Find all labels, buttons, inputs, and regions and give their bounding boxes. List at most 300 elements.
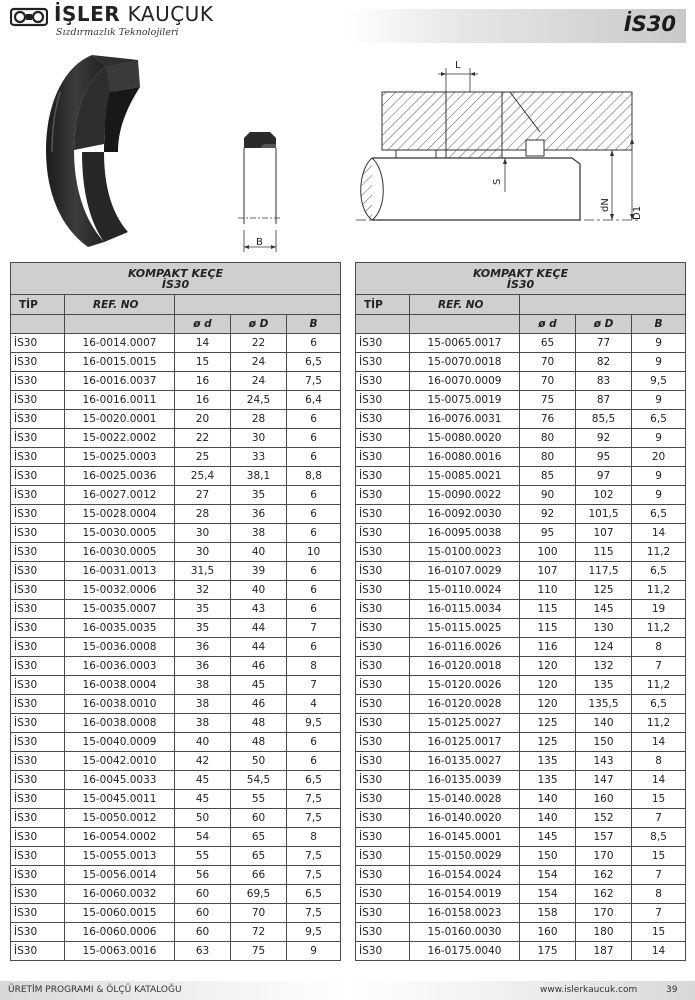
cell-D: 46 bbox=[231, 657, 287, 676]
cell-tip: İS30 bbox=[356, 809, 410, 828]
cell-tip: İS30 bbox=[11, 353, 65, 372]
cell-d: 175 bbox=[520, 942, 576, 961]
subheader-blank bbox=[11, 315, 65, 334]
cell-d: 120 bbox=[520, 676, 576, 695]
cell-tip: İS30 bbox=[11, 752, 65, 771]
cell-d: 145 bbox=[520, 828, 576, 847]
cell-d: 70 bbox=[520, 353, 576, 372]
table-row bbox=[11, 923, 341, 942]
cell-tip: İS30 bbox=[356, 524, 410, 543]
page-code: İS30 bbox=[623, 12, 676, 36]
cell-ref: 16-0095.0038 bbox=[410, 524, 520, 543]
cell-ref: 15-0055.0013 bbox=[65, 847, 175, 866]
drawings-svg bbox=[0, 52, 695, 257]
table-row bbox=[356, 372, 686, 391]
cell-tip: İS30 bbox=[356, 676, 410, 695]
cell-ref: 16-0016.0011 bbox=[65, 391, 175, 410]
dimension-table-left bbox=[10, 262, 341, 961]
cell-d: 22 bbox=[175, 429, 231, 448]
cell-d: 140 bbox=[520, 809, 576, 828]
table-row bbox=[356, 353, 686, 372]
cell-tip: İS30 bbox=[356, 448, 410, 467]
table-row bbox=[356, 334, 686, 353]
cell-tip: İS30 bbox=[356, 334, 410, 353]
table-row bbox=[11, 638, 341, 657]
cell-B: 11,2 bbox=[632, 581, 686, 600]
table-row bbox=[356, 391, 686, 410]
cell-ref: 15-0028.0004 bbox=[65, 505, 175, 524]
cell-d: 60 bbox=[175, 904, 231, 923]
cell-tip: İS30 bbox=[11, 391, 65, 410]
cell-tip: İS30 bbox=[356, 619, 410, 638]
cell-D: 70 bbox=[231, 904, 287, 923]
table-caption bbox=[356, 263, 686, 295]
table-subheader-row bbox=[356, 315, 686, 334]
column-header-ref: REF. NO bbox=[410, 295, 520, 315]
cell-ref: 16-0060.0032 bbox=[65, 885, 175, 904]
cell-ref: 15-0075.0019 bbox=[410, 391, 520, 410]
cell-D: 152 bbox=[576, 809, 632, 828]
table-row bbox=[11, 619, 341, 638]
cell-B: 7 bbox=[632, 657, 686, 676]
table-row bbox=[11, 657, 341, 676]
cell-ref: 15-0140.0028 bbox=[410, 790, 520, 809]
cell-ref: 16-0016.0037 bbox=[65, 372, 175, 391]
table-row bbox=[11, 543, 341, 562]
cell-tip: İS30 bbox=[11, 505, 65, 524]
cell-B: 9 bbox=[632, 391, 686, 410]
cell-B: 9 bbox=[632, 334, 686, 353]
cell-ref: 16-0038.0010 bbox=[65, 695, 175, 714]
cell-d: 115 bbox=[520, 619, 576, 638]
table-row bbox=[356, 847, 686, 866]
cell-B: 6 bbox=[287, 733, 341, 752]
cell-d: 90 bbox=[520, 486, 576, 505]
cell-ref: 15-0070.0018 bbox=[410, 353, 520, 372]
table-header-row bbox=[11, 295, 341, 315]
cell-D: 143 bbox=[576, 752, 632, 771]
cell-tip: İS30 bbox=[11, 619, 65, 638]
table-row bbox=[356, 429, 686, 448]
cell-D: 60 bbox=[231, 809, 287, 828]
table-row bbox=[356, 657, 686, 676]
cell-tip: İS30 bbox=[11, 486, 65, 505]
table-row bbox=[356, 828, 686, 847]
cell-tip: İS30 bbox=[11, 410, 65, 429]
cell-ref: 16-0080.0016 bbox=[410, 448, 520, 467]
cell-d: 15 bbox=[175, 353, 231, 372]
cell-B: 6 bbox=[287, 334, 341, 353]
cell-tip: İS30 bbox=[356, 828, 410, 847]
cell-ref: 15-0150.0029 bbox=[410, 847, 520, 866]
cell-B: 8,8 bbox=[287, 467, 341, 486]
cell-tip: İS30 bbox=[11, 809, 65, 828]
cell-tip: İS30 bbox=[11, 771, 65, 790]
cell-D: 40 bbox=[231, 581, 287, 600]
cell-tip: İS30 bbox=[11, 866, 65, 885]
cell-D: 125 bbox=[576, 581, 632, 600]
cell-d: 16 bbox=[175, 391, 231, 410]
cell-d: 76 bbox=[520, 410, 576, 429]
table-row bbox=[356, 695, 686, 714]
cell-D: 75 bbox=[231, 942, 287, 961]
table-caption-line2: İS30 bbox=[506, 277, 535, 291]
cell-ref: 16-0120.0018 bbox=[410, 657, 520, 676]
cell-ref: 16-0175.0040 bbox=[410, 942, 520, 961]
cell-d: 38 bbox=[175, 714, 231, 733]
cell-B: 9,5 bbox=[287, 923, 341, 942]
cell-D: 95 bbox=[576, 448, 632, 467]
cell-d: 110 bbox=[520, 581, 576, 600]
cell-B: 6,5 bbox=[632, 562, 686, 581]
cell-D: 44 bbox=[231, 619, 287, 638]
cell-D: 48 bbox=[231, 733, 287, 752]
cell-d: 36 bbox=[175, 657, 231, 676]
cell-ref: 16-0038.0008 bbox=[65, 714, 175, 733]
cell-d: 95 bbox=[520, 524, 576, 543]
cell-ref: 15-0022.0002 bbox=[65, 429, 175, 448]
cell-D: 43 bbox=[231, 600, 287, 619]
table-row bbox=[356, 467, 686, 486]
cell-B: 6,4 bbox=[287, 391, 341, 410]
cell-B: 11,2 bbox=[632, 619, 686, 638]
cell-ref: 15-0035.0007 bbox=[65, 600, 175, 619]
table-row bbox=[356, 600, 686, 619]
table-row bbox=[356, 790, 686, 809]
cell-B: 11,2 bbox=[632, 676, 686, 695]
table-row bbox=[356, 809, 686, 828]
cell-tip: İS30 bbox=[11, 828, 65, 847]
cell-B: 6,5 bbox=[287, 771, 341, 790]
cell-D: 101,5 bbox=[576, 505, 632, 524]
cell-B: 6 bbox=[287, 638, 341, 657]
cell-d: 107 bbox=[520, 562, 576, 581]
brand-tagline: Sızdırmazlık Teknolojileri bbox=[56, 27, 179, 38]
column-header-D: ø D bbox=[231, 315, 287, 334]
cell-tip: İS30 bbox=[11, 676, 65, 695]
label-dn: dN bbox=[600, 198, 611, 212]
cell-tip: İS30 bbox=[356, 505, 410, 524]
table-row bbox=[11, 733, 341, 752]
column-header-blank bbox=[520, 295, 686, 315]
cell-D: 77 bbox=[576, 334, 632, 353]
cell-d: 42 bbox=[175, 752, 231, 771]
column-header-B: B bbox=[632, 315, 686, 334]
page-number: 39 bbox=[666, 985, 678, 995]
cell-tip: İS30 bbox=[356, 657, 410, 676]
cell-d: 45 bbox=[175, 790, 231, 809]
cell-B: 15 bbox=[632, 790, 686, 809]
cell-ref: 15-0065.0017 bbox=[410, 334, 520, 353]
cell-ref: 15-0040.0009 bbox=[65, 733, 175, 752]
column-header-tip: TİP bbox=[356, 295, 410, 315]
label-b: B bbox=[256, 237, 263, 248]
table-row bbox=[11, 372, 341, 391]
table-row bbox=[356, 524, 686, 543]
cell-D: 54,5 bbox=[231, 771, 287, 790]
table-row bbox=[356, 638, 686, 657]
table-caption-line1: KOMPAKT KEÇE bbox=[472, 266, 569, 280]
cell-D: 150 bbox=[576, 733, 632, 752]
footer-catalog-title: ÜRETİM PROGRAMI & ÖLÇÜ KATALOĞU bbox=[8, 985, 182, 995]
cell-B: 7 bbox=[632, 809, 686, 828]
cell-D: 170 bbox=[576, 904, 632, 923]
page-footer bbox=[0, 981, 695, 1000]
cell-d: 120 bbox=[520, 657, 576, 676]
cell-B: 6 bbox=[287, 752, 341, 771]
cell-B: 11,2 bbox=[632, 714, 686, 733]
table-row bbox=[11, 885, 341, 904]
cell-d: 25,4 bbox=[175, 467, 231, 486]
cell-d: 150 bbox=[520, 847, 576, 866]
cell-d: 154 bbox=[520, 885, 576, 904]
table-row bbox=[356, 752, 686, 771]
cell-B: 4 bbox=[287, 695, 341, 714]
cell-B: 9 bbox=[632, 429, 686, 448]
cell-d: 125 bbox=[520, 714, 576, 733]
cell-D: 50 bbox=[231, 752, 287, 771]
cell-d: 14 bbox=[175, 334, 231, 353]
table-row bbox=[11, 676, 341, 695]
cell-d: 55 bbox=[175, 847, 231, 866]
company-logo-icon bbox=[10, 6, 48, 28]
cell-d: 115 bbox=[520, 600, 576, 619]
table-row bbox=[11, 448, 341, 467]
table-row bbox=[356, 714, 686, 733]
cell-D: 157 bbox=[576, 828, 632, 847]
cell-tip: İS30 bbox=[356, 467, 410, 486]
table-caption bbox=[11, 263, 341, 295]
cell-d: 116 bbox=[520, 638, 576, 657]
table-row bbox=[11, 505, 341, 524]
table-row bbox=[356, 486, 686, 505]
cell-d: 38 bbox=[175, 676, 231, 695]
table-row bbox=[356, 505, 686, 524]
cell-B: 8 bbox=[287, 657, 341, 676]
cell-D: 30 bbox=[231, 429, 287, 448]
table-caption-row bbox=[356, 263, 686, 295]
cell-D: 135,5 bbox=[576, 695, 632, 714]
cell-tip: İS30 bbox=[11, 429, 65, 448]
cell-ref: 16-0120.0028 bbox=[410, 695, 520, 714]
cell-d: 140 bbox=[520, 790, 576, 809]
cell-tip: İS30 bbox=[11, 581, 65, 600]
cell-B: 9 bbox=[287, 942, 341, 961]
cell-d: 36 bbox=[175, 638, 231, 657]
cell-tip: İS30 bbox=[11, 904, 65, 923]
cell-D: 22 bbox=[231, 334, 287, 353]
dimension-table-right bbox=[355, 262, 686, 961]
cell-B: 10 bbox=[287, 543, 341, 562]
cell-tip: İS30 bbox=[356, 923, 410, 942]
cell-d: 30 bbox=[175, 543, 231, 562]
cell-B: 6,5 bbox=[632, 695, 686, 714]
cell-d: 80 bbox=[520, 448, 576, 467]
cell-ref: 16-0154.0019 bbox=[410, 885, 520, 904]
cell-D: 66 bbox=[231, 866, 287, 885]
cell-ref: 16-0158.0023 bbox=[410, 904, 520, 923]
cell-ref: 15-0060.0015 bbox=[65, 904, 175, 923]
cell-B: 7,5 bbox=[287, 790, 341, 809]
cell-D: 24 bbox=[231, 372, 287, 391]
footer-website-link[interactable]: www.islerkaucuk.com bbox=[540, 985, 638, 995]
cell-d: 154 bbox=[520, 866, 576, 885]
cell-ref: 16-0030.0005 bbox=[65, 543, 175, 562]
cell-d: 50 bbox=[175, 809, 231, 828]
cell-tip: İS30 bbox=[356, 372, 410, 391]
cell-tip: İS30 bbox=[11, 543, 65, 562]
cell-d: 85 bbox=[520, 467, 576, 486]
cell-D: 45 bbox=[231, 676, 287, 695]
cell-ref: 16-0076.0031 bbox=[410, 410, 520, 429]
table-row bbox=[356, 942, 686, 961]
cell-tip: İS30 bbox=[356, 885, 410, 904]
cell-D: 65 bbox=[231, 828, 287, 847]
cell-d: 75 bbox=[520, 391, 576, 410]
cell-ref: 16-0070.0009 bbox=[410, 372, 520, 391]
table-row bbox=[11, 391, 341, 410]
cell-ref: 15-0125.0027 bbox=[410, 714, 520, 733]
technical-drawings bbox=[0, 52, 695, 257]
cell-ref: 15-0160.0030 bbox=[410, 923, 520, 942]
cell-B: 14 bbox=[632, 771, 686, 790]
table-row bbox=[356, 923, 686, 942]
cell-D: 117,5 bbox=[576, 562, 632, 581]
cell-tip: İS30 bbox=[356, 942, 410, 961]
cell-d: 54 bbox=[175, 828, 231, 847]
table-row bbox=[11, 429, 341, 448]
cell-d: 92 bbox=[520, 505, 576, 524]
label-s: S bbox=[492, 178, 503, 185]
cell-tip: İS30 bbox=[356, 353, 410, 372]
cell-B: 6 bbox=[287, 410, 341, 429]
cell-B: 9,5 bbox=[287, 714, 341, 733]
table-row bbox=[11, 562, 341, 581]
cell-ref: 16-0035.0035 bbox=[65, 619, 175, 638]
table-row bbox=[11, 695, 341, 714]
cell-d: 20 bbox=[175, 410, 231, 429]
subheader-blank bbox=[65, 315, 175, 334]
table-row bbox=[11, 752, 341, 771]
cell-ref: 15-0120.0026 bbox=[410, 676, 520, 695]
cell-B: 7,5 bbox=[287, 866, 341, 885]
cell-B: 11,2 bbox=[632, 543, 686, 562]
cell-tip: İS30 bbox=[11, 334, 65, 353]
table-row bbox=[11, 600, 341, 619]
cell-tip: İS30 bbox=[356, 714, 410, 733]
cell-d: 100 bbox=[520, 543, 576, 562]
table-row bbox=[11, 714, 341, 733]
cell-D: 87 bbox=[576, 391, 632, 410]
table-row bbox=[11, 904, 341, 923]
cell-d: 16 bbox=[175, 372, 231, 391]
cell-ref: 16-0135.0039 bbox=[410, 771, 520, 790]
cell-B: 15 bbox=[632, 923, 686, 942]
cell-B: 6 bbox=[287, 524, 341, 543]
cell-ref: 15-0080.0020 bbox=[410, 429, 520, 448]
table-row bbox=[356, 581, 686, 600]
cell-tip: İS30 bbox=[11, 847, 65, 866]
table-row bbox=[356, 543, 686, 562]
table-row bbox=[356, 904, 686, 923]
cell-D: 147 bbox=[576, 771, 632, 790]
cell-ref: 15-0100.0023 bbox=[410, 543, 520, 562]
cell-d: 25 bbox=[175, 448, 231, 467]
cell-tip: İS30 bbox=[356, 695, 410, 714]
cell-d: 35 bbox=[175, 600, 231, 619]
cell-ref: 16-0045.0033 bbox=[65, 771, 175, 790]
cell-D: 69,5 bbox=[231, 885, 287, 904]
cell-B: 9 bbox=[632, 467, 686, 486]
cell-D: 140 bbox=[576, 714, 632, 733]
cell-D: 124 bbox=[576, 638, 632, 657]
column-header-tip: TİP bbox=[11, 295, 65, 315]
table-row bbox=[356, 885, 686, 904]
table-row bbox=[356, 733, 686, 752]
cell-ref: 15-0025.0003 bbox=[65, 448, 175, 467]
cell-tip: İS30 bbox=[11, 885, 65, 904]
table-row bbox=[11, 486, 341, 505]
cell-B: 9 bbox=[632, 486, 686, 505]
cell-B: 8 bbox=[632, 638, 686, 657]
cell-D: 55 bbox=[231, 790, 287, 809]
cell-tip: İS30 bbox=[11, 562, 65, 581]
cell-d: 65 bbox=[520, 334, 576, 353]
table-caption-line2: İS30 bbox=[161, 277, 190, 291]
table-row bbox=[356, 676, 686, 695]
cell-B: 9,5 bbox=[632, 372, 686, 391]
cell-ref: 15-0042.0010 bbox=[65, 752, 175, 771]
cell-tip: İS30 bbox=[11, 372, 65, 391]
cell-d: 38 bbox=[175, 695, 231, 714]
cell-d: 56 bbox=[175, 866, 231, 885]
cell-D: 102 bbox=[576, 486, 632, 505]
cell-d: 32 bbox=[175, 581, 231, 600]
table-row bbox=[11, 847, 341, 866]
cell-D: 160 bbox=[576, 790, 632, 809]
cell-ref: 15-0036.0008 bbox=[65, 638, 175, 657]
cell-tip: İS30 bbox=[11, 657, 65, 676]
table-row bbox=[356, 448, 686, 467]
cell-tip: İS30 bbox=[11, 790, 65, 809]
cell-D: 97 bbox=[576, 467, 632, 486]
cell-tip: İS30 bbox=[11, 524, 65, 543]
table-row bbox=[11, 771, 341, 790]
cell-B: 7 bbox=[632, 904, 686, 923]
cell-d: 31,5 bbox=[175, 562, 231, 581]
cell-D: 44 bbox=[231, 638, 287, 657]
column-header-B: B bbox=[287, 315, 341, 334]
cell-d: 160 bbox=[520, 923, 576, 942]
cell-B: 19 bbox=[632, 600, 686, 619]
cell-B: 7,5 bbox=[287, 372, 341, 391]
cell-tip: İS30 bbox=[11, 733, 65, 752]
cell-d: 40 bbox=[175, 733, 231, 752]
table-row bbox=[11, 942, 341, 961]
cell-tip: İS30 bbox=[11, 467, 65, 486]
cell-ref: 16-0025.0036 bbox=[65, 467, 175, 486]
column-header-blank bbox=[175, 295, 341, 315]
cell-tip: İS30 bbox=[356, 391, 410, 410]
cell-ref: 15-0115.0025 bbox=[410, 619, 520, 638]
cell-ref: 15-0110.0024 bbox=[410, 581, 520, 600]
cell-d: 60 bbox=[175, 923, 231, 942]
cell-D: 162 bbox=[576, 866, 632, 885]
cell-D: 36 bbox=[231, 505, 287, 524]
cell-B: 6 bbox=[287, 486, 341, 505]
cell-D: 92 bbox=[576, 429, 632, 448]
table-row bbox=[11, 467, 341, 486]
